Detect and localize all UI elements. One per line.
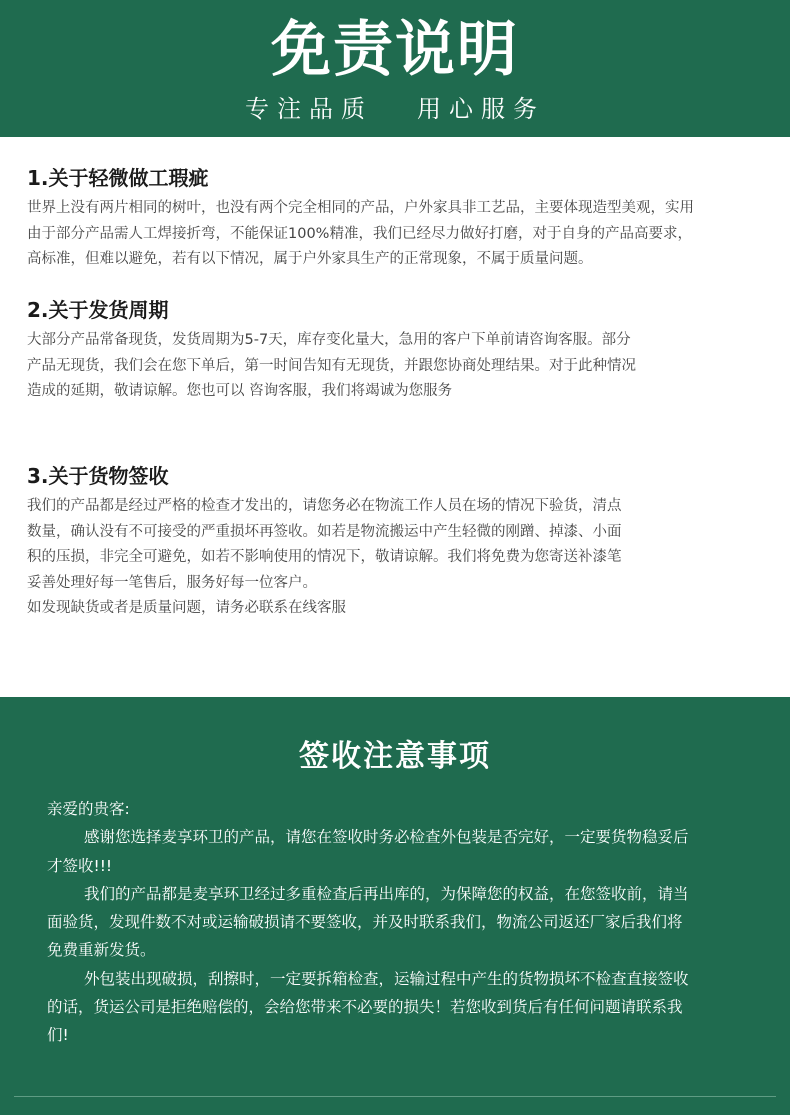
notice-body — [47, 795, 757, 1050]
section-shipping — [27, 296, 777, 405]
section-body — [27, 328, 777, 405]
body-line: 高标准，但难以避免，若有以下情况，属于户外家具生产的正常现象，不属于质量问题。 — [27, 251, 593, 267]
body-line: 妥善处理好每一笔售后，服务好每一位客户。 — [27, 574, 317, 591]
body-line: 如发现缺货或者是质量问题，请务必联系在线客服 — [27, 600, 346, 616]
divider — [14, 1096, 776, 1097]
section-workmanship — [27, 164, 777, 273]
section-receipt — [27, 462, 777, 622]
body-line: 数量，确认没有不可接受的严重损坏再签收。如若是物流搬运中产生轻微的刚蹭、掉漆、小面 — [27, 523, 622, 540]
notice-line: 外包装出现破损，刮擦时，一定要拆箱检查，运输过程中产生的货物损坏不检查直接签收 — [84, 969, 689, 988]
slogan — [0, 94, 790, 124]
body-line: 我们的产品都是经过严格的检查才发出的，请您务必在物流工作人员在场的情况下验货，清点 — [27, 498, 622, 514]
notice-line: 才签收!!! — [47, 856, 113, 875]
header-banner — [0, 0, 790, 137]
body-line: 积的压损，非完全可避免，如若不影响使用的情况下，敬请谅解。我们将免费为您寄送补漆笔 — [27, 549, 622, 565]
section-body — [27, 494, 777, 622]
notice-line: 感谢您选择麦享环卫的产品，请您在签收时务必检查外包装是否完好，一定要货物稳妥后 — [84, 828, 689, 847]
greeting: 亲爱的贵客: — [47, 800, 130, 818]
section-title: 3.关于货物签收 — [27, 464, 169, 488]
slogan-left: 专注品质 — [245, 95, 373, 123]
body-line: 造成的延期，敬请谅解。您也可以 咨询客服，我们将竭诚为您服务 — [27, 383, 453, 399]
notice-line: 的话，货运公司是拒绝赔偿的，会给您带来不必要的损失！若您收到货后有任何问题请联系我 — [47, 998, 683, 1017]
slogan-right: 用心服务 — [417, 95, 545, 123]
notice-line: 免费重新发货。 — [47, 941, 156, 960]
section-body — [27, 196, 777, 273]
notice-line: 我们的产品都是麦享环卫经过多重检查后再出库的，为保障您的权益，在您签收前，请当 — [84, 884, 689, 903]
section-title: 2.关于发货周期 — [27, 298, 169, 322]
signing-notice-panel — [0, 697, 790, 1115]
notice-line: 们! — [47, 1026, 69, 1045]
body-line: 世界上没有两片相同的树叶，也没有两个完全相同的产品，户外家具非工艺品，主要体现造型美观，实用 — [27, 200, 694, 216]
page-title: 免责说明 — [271, 15, 519, 85]
section-title: 1.关于轻微做工瑕疵 — [27, 166, 209, 190]
notice-title: 签收注意事项 — [299, 739, 491, 774]
notice-line: 面验货，发现件数不对或运输破损请不要签收，并及时联系我们，物流公司返还厂家后我们将 — [47, 913, 683, 932]
body-line: 产品无现货，我们会在您下单后，第一时间告知有无现货，并跟您协商处理结果。对于此种情况 — [27, 357, 636, 374]
body-line: 大部分产品常备现货，发货周期为5-7天，库存变化量大，急用的客户下单前请咨询客服。部分 — [27, 332, 631, 348]
body-line: 由于部分产品需人工焊接折弯，不能保证100%精准，我们已经尽力做好打磨，对于自身的产品高要求， — [27, 225, 692, 242]
